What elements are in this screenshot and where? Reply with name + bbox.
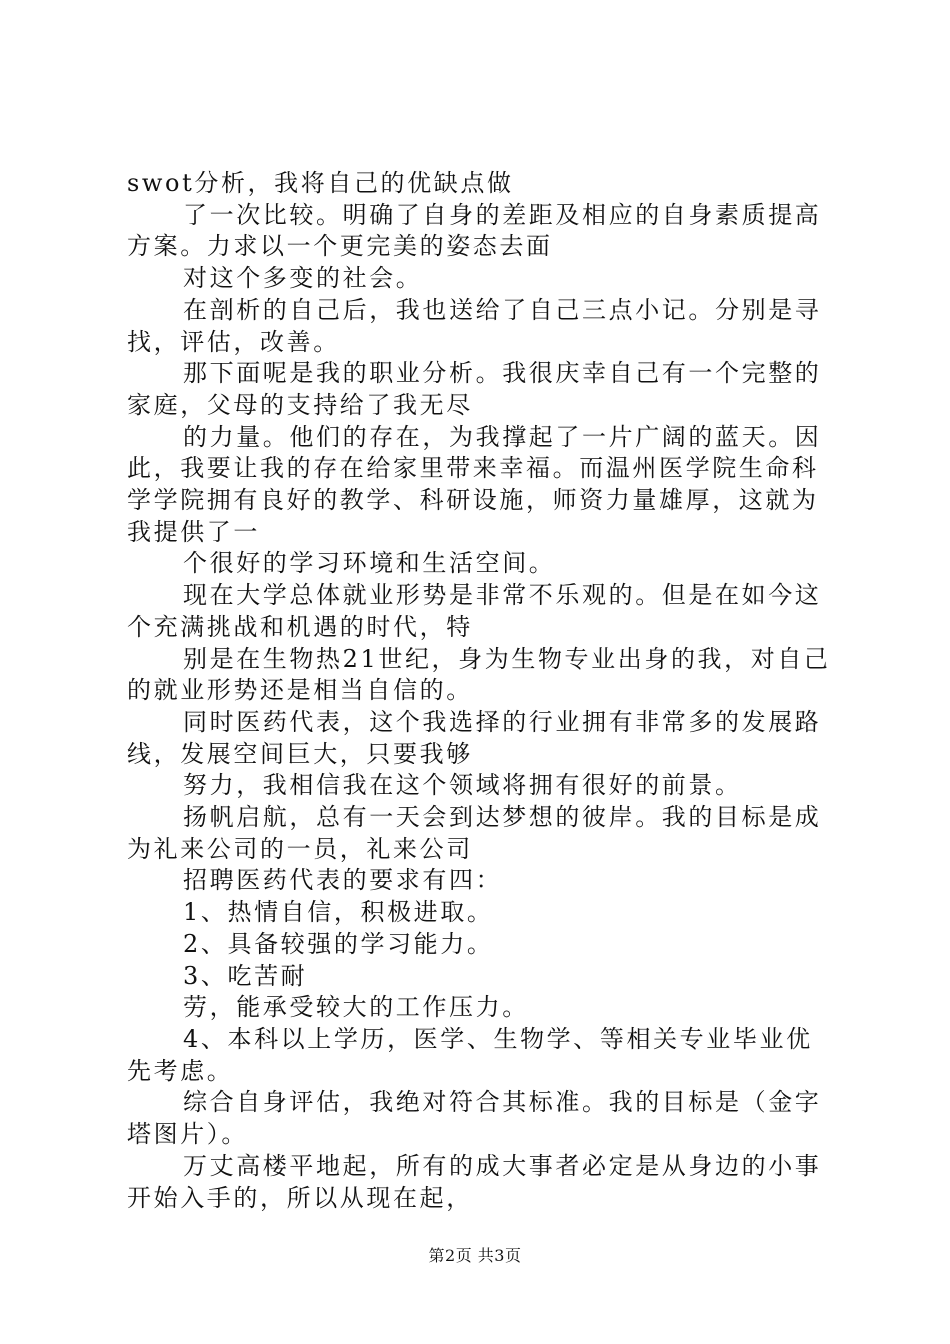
paragraph: 的力量。他们的存在，为我撑起了一片广阔的蓝天。因此，我要让我的存在给家里带来幸福。而温州医学院生命科学学院拥有良好的教学、科研设施，师资力量雄厚，这就为我提供了一 xyxy=(127,422,822,546)
paragraph: swot分析，我将自己的优缺点做 xyxy=(127,169,514,197)
paragraph: 劳，能承受较大的工作压力。 xyxy=(183,993,529,1022)
paragraph: 努力，我相信我在这个领域将拥有很好的前景。 xyxy=(183,771,742,800)
paragraph: 1、热情自信，积极进取。 xyxy=(183,898,494,927)
paragraph: 别是在生物热21世纪，身为生物专业出身的我，对自己的就业形势还是相当自信的。 xyxy=(127,644,831,705)
paragraph: 万丈高楼平地起，所有的成大事者必定是从身边的小事开始入手的，所以从现在起， xyxy=(127,1151,822,1212)
paragraph: 2、具备较强的学习能力。 xyxy=(183,929,494,958)
paragraph: 那下面呢是我的职业分析。我很庆幸自己有一个完整的家庭，父母的支持给了我无尽 xyxy=(127,359,822,419)
paragraph: 综合自身评估，我绝对符合其标准。我的目标是（金字塔图片）。 xyxy=(127,1088,822,1149)
paragraph: 同时医药代表，这个我选择的行业拥有非常多的发展路线，发展空间巨大，只要我够 xyxy=(127,707,822,768)
paragraph: 对这个多变的社会。 xyxy=(183,264,423,293)
paragraph: 了一次比较。明确了自身的差距及相应的自身素质提高方案。力求以一个更完美的姿态去面 xyxy=(127,200,822,261)
paragraph: 现在大学总体就业形势是非常不乐观的。但是在如今这个充满挑战和机遇的时代，特 xyxy=(127,581,822,641)
document-body xyxy=(127,168,832,1214)
paragraph: 在剖析的自己后，我也送给了自己三点小记。分别是寻找，评估，改善。 xyxy=(127,295,822,356)
paragraph: 3、吃苦耐 xyxy=(183,961,308,990)
paragraph: 招聘医药代表的要求有四： xyxy=(183,866,503,895)
paragraph: 4、本科以上学历，医学、生物学、等相关专业毕业优先考虑。 xyxy=(127,1024,813,1085)
paragraph: 个很好的学习环境和生活空间。 xyxy=(183,549,556,578)
page-footer: 第2页 共3页 xyxy=(428,1246,522,1265)
paragraph: 扬帆启航，总有一天会到达梦想的彼岸。我的目标是成为礼来公司的一员，礼来公司 xyxy=(127,803,822,863)
